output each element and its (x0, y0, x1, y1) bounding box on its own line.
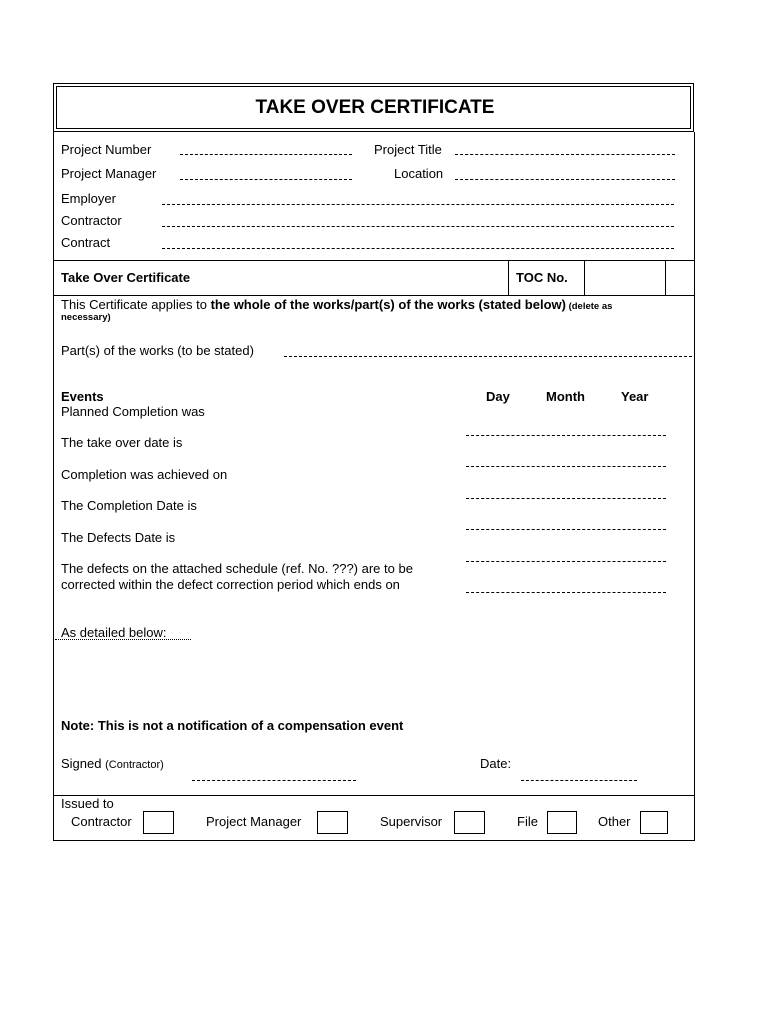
contractor-field[interactable] (162, 226, 674, 227)
signed-sub: (Contractor) (105, 759, 164, 771)
applies-note-2: necessary) (61, 312, 111, 323)
employer-field[interactable] (162, 204, 674, 205)
page-title: TAKE OVER CERTIFICATE (255, 97, 495, 118)
project-manager-label: Project Manager (61, 166, 157, 181)
issued-project-manager-label: Project Manager (206, 814, 302, 829)
event-defects-schedule-1: The defects on the attached schedule (ref. No. ???) are to be (61, 561, 413, 576)
event-planned-completion: Planned Completion was (61, 404, 205, 419)
date-field-3[interactable] (466, 498, 666, 499)
date-label: Date: (480, 756, 512, 771)
issued-project-manager-checkbox[interactable] (317, 811, 348, 834)
location-field[interactable] (455, 179, 675, 180)
project-number-field[interactable] (180, 154, 352, 155)
toc-row-bottom (53, 295, 695, 296)
parts-field[interactable] (284, 356, 692, 357)
date-field-2[interactable] (466, 466, 666, 467)
contract-field[interactable] (162, 248, 674, 249)
applies-prefix: This Certificate applies to (61, 297, 211, 312)
event-defects-schedule-2: corrected within the defect correction period which ends on (61, 577, 400, 592)
project-title-field[interactable] (455, 154, 675, 155)
signed-text: Signed (61, 756, 102, 771)
event-completion-achieved: Completion was achieved on (61, 467, 228, 482)
issued-supervisor-label: Supervisor (380, 814, 443, 829)
toc-number-field[interactable] (586, 262, 664, 293)
date-field-4[interactable] (466, 529, 666, 530)
project-title-label: Project Title (374, 142, 442, 157)
issued-file-checkbox[interactable] (547, 811, 577, 834)
issued-supervisor-checkbox[interactable] (454, 811, 485, 834)
date-field-6[interactable] (466, 592, 666, 593)
details-label: As detailed below: (61, 625, 167, 640)
events-heading: Events (61, 389, 104, 404)
frame-right (694, 132, 695, 841)
toc-number-label: TOC No. (516, 270, 568, 285)
event-take-over-date: The take over date is (61, 435, 183, 450)
issued-file-label: File (517, 814, 538, 829)
frame-bottom (53, 840, 695, 841)
col-day: Day (486, 389, 510, 404)
issued-row-top (53, 795, 695, 796)
project-number-label: Project Number (61, 142, 152, 157)
date-field-5[interactable] (466, 561, 666, 562)
event-defects-date: The Defects Date is (61, 530, 176, 545)
frame-left (53, 132, 54, 841)
toc-divider-3 (665, 260, 666, 295)
details-underline (55, 639, 191, 640)
applies-text (61, 297, 612, 312)
issued-label: Issued to (61, 796, 114, 811)
toc-divider-1 (508, 260, 509, 295)
contractor-label: Contractor (61, 213, 122, 228)
signed-label (61, 756, 164, 771)
location-label: Location (394, 166, 444, 181)
parts-label: Part(s) of the works (to be stated) (61, 343, 254, 358)
event-completion-date: The Completion Date is (61, 498, 197, 513)
employer-label: Employer (61, 191, 116, 206)
applies-note-1: (delete as (565, 301, 613, 312)
col-month: Month (546, 389, 585, 404)
issued-contractor-label: Contractor (71, 814, 132, 829)
issued-other-checkbox[interactable] (640, 811, 668, 834)
toc-divider-2 (584, 260, 585, 295)
issued-contractor-checkbox[interactable] (143, 811, 174, 834)
col-year: Year (621, 389, 649, 404)
signature-field[interactable] (192, 780, 356, 781)
compensation-note: Note: This is not a notification of a compensation event (61, 718, 404, 733)
applies-bold: the whole of the works/part(s) of the works (stated below) (210, 297, 566, 312)
date-field-1[interactable] (466, 435, 666, 436)
project-manager-field[interactable] (180, 179, 352, 180)
signature-date-field[interactable] (521, 780, 637, 781)
issued-other-label: Other (598, 814, 631, 829)
toc-row-top (53, 260, 695, 261)
toc-label: Take Over Certificate (61, 270, 191, 285)
contract-label: Contract (61, 235, 111, 250)
